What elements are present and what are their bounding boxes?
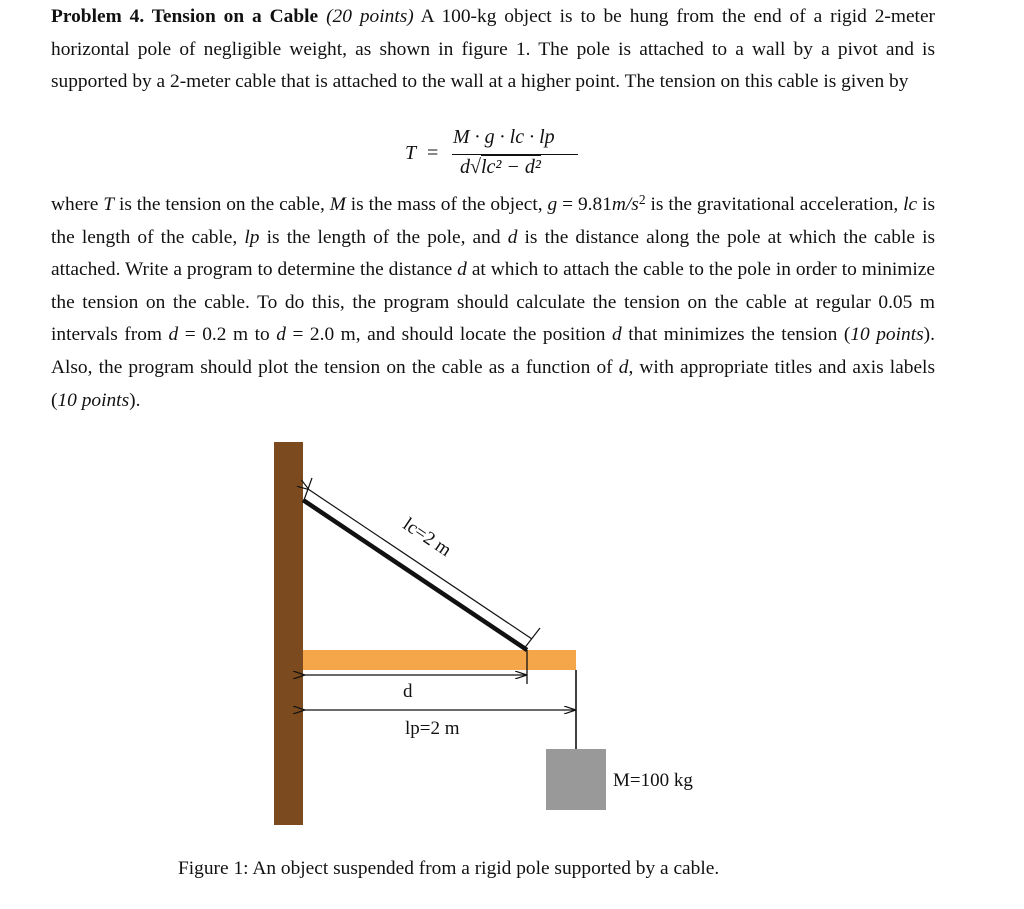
cable-dimension-tick [523,628,540,650]
equation-equals: = [427,142,439,164]
problem-points: (20 points) [326,6,414,27]
var-d: d [507,226,518,248]
problem-heading: Problem 4. Tension on a Cable [51,6,319,27]
mass-block [546,749,606,810]
sqrt-icon: √ [470,156,481,178]
text-segment: is the gravitational acceleration, [650,194,899,215]
var-T: T [103,194,115,215]
equals-sign: = [562,194,574,215]
equation-den-prefix: d [460,156,470,178]
mass-label: M=100 kg [613,770,693,791]
cable-dimension-line [308,489,532,639]
var-lc: lc [903,194,918,215]
text-segment: is the tension on the cable, [118,194,325,215]
text-segment: is the length of the cable, [51,194,935,248]
text-segment: ). Also, the program should plot the tension on the cable as a function of [51,324,935,378]
figure-caption: Figure 1: An object suspended from a rigid pole supported by a cable. [178,858,720,879]
equation-numerator: M · g · lc · lp [453,126,555,148]
text-segment: , with appropriate titles and axis labels ( [51,356,935,411]
var-M: M [329,194,346,215]
var-g: g [547,194,558,215]
var-lp: lp [244,226,260,248]
points-label: 10 points [57,389,130,411]
d-label: d [403,681,413,702]
text-segment: that minimizes the tension ( [628,324,851,346]
g-value: 9.81 [577,194,612,215]
pole [303,650,576,670]
var-d: d [168,324,179,346]
lp-label: lp=2 m [405,718,460,739]
var-d: d [611,324,622,346]
var-d: d [457,259,467,281]
text-segment: 0.2 m to [202,324,270,346]
text-segment: 2.0 m, and should locate the position [309,324,606,346]
problem-intro-text: A 100-kg object is to be hung from the end of a rigid 2-meter horizontal pole of negligible weight, as shown in figure 1. The pole is attached to a wall by a pivot and is supported by a 2-meter cable that is attached to the wall at a higher point. The tension on this cable is given by [51,6,936,93]
text-segment: is the length of the pole, and [266,226,501,248]
text-segment: where [51,194,99,215]
points-label: 10 points [850,324,924,346]
equation-radicand: lc² − d² [480,156,541,178]
equals-sign: = [292,324,304,346]
text-segment: at which to attach the cable to the pole in order to minimize the tension on the cable. To do this, the program should calculate the tension on the cable at regular 0.05 m intervals from [51,259,935,346]
cable-length-label: lc=2 m [399,513,456,562]
var-d: d [618,356,629,378]
text-segment: ). [129,389,141,411]
g-unit: m/s [611,194,639,215]
text-segment: is the mass of the object, [350,194,543,215]
equation-lhs: T [405,142,417,164]
g-exponent: 2 [638,191,646,207]
equals-sign: = [184,324,196,346]
wall [274,442,303,825]
var-d: d [276,324,286,346]
text-segment: is the distance along the pole at which the cable is attached. Write a program to determine the distance [51,226,936,281]
cable-dimension-tick [304,478,312,500]
